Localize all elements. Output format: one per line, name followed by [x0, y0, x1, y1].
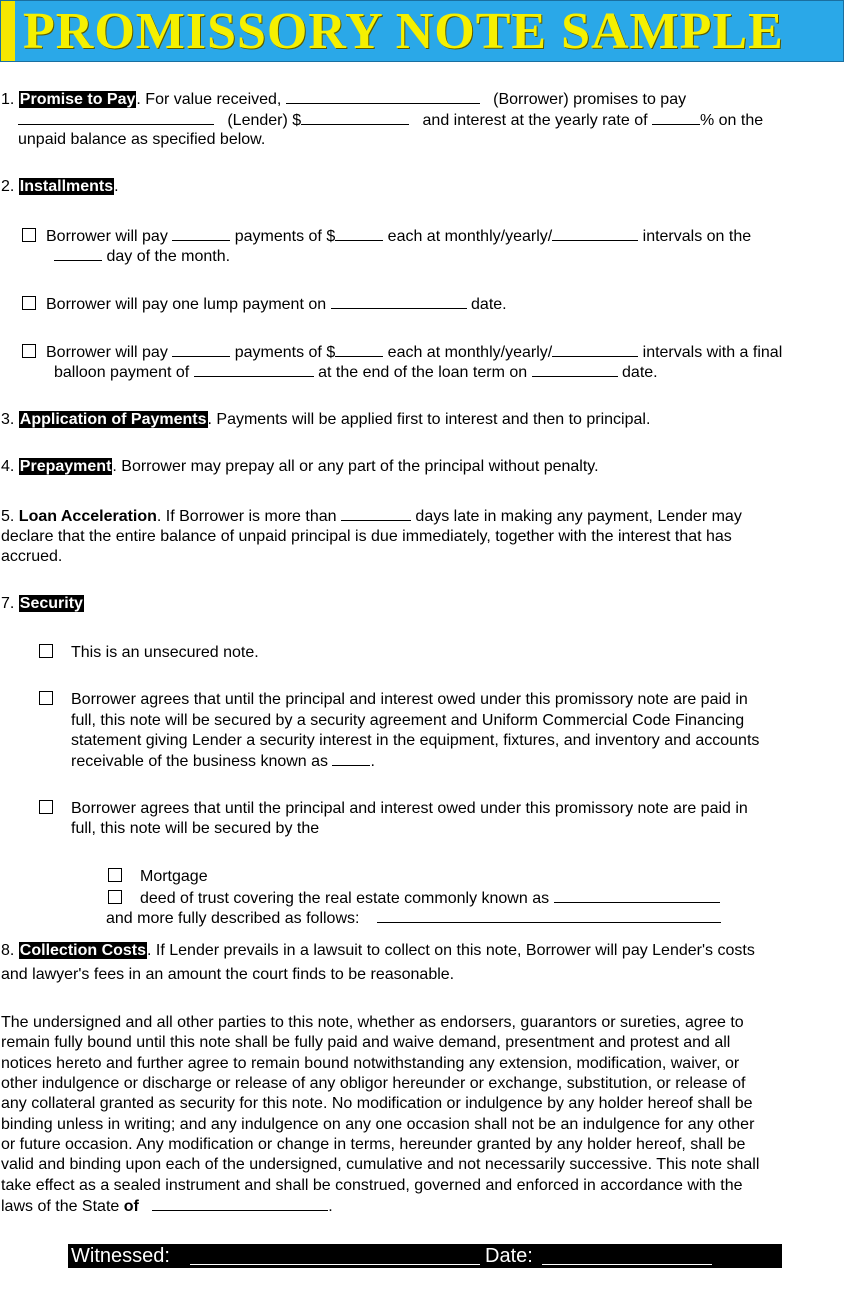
section-1-line-3: unpaid balance as specified below.: [18, 131, 266, 148]
security-option-2-line-3: statement giving Lender a security interest in the equipment, fixtures, and inventory and accounts: [71, 732, 760, 749]
property-description-line: and more fully described as follows:: [106, 908, 721, 929]
date-label: Date:: [485, 1245, 533, 1267]
balloon-payment-count-field[interactable]: [172, 342, 230, 357]
closing-line-3: notices hereto and further agree to remain bound notwithstanding any extension, modification, waiver, or: [1, 1055, 740, 1072]
state-field[interactable]: [152, 1196, 328, 1211]
payment-count-field[interactable]: [172, 226, 230, 241]
section-5-line-1: 5. Loan Acceleration. If Borrower is more than days late in making any payment, Lender may: [1, 508, 742, 525]
closing-line-8: valid and binding upon each of the undersigned, cumulative and not necessarily successive. This note shall: [1, 1156, 760, 1173]
lender-name-field[interactable]: [18, 110, 214, 125]
installment-option-2: Borrower will pay one lump payment on date.: [22, 294, 507, 315]
closing-line-5: any collateral granted as security for this note. No modification or indulgence by any holder hereof shall be: [1, 1095, 753, 1112]
unsecured-checkbox[interactable]: [39, 644, 53, 658]
days-late-field[interactable]: [341, 506, 411, 521]
security-option-2: Borrower agrees that until the principal and interest owed under this promissory note are paid in: [39, 690, 748, 710]
deed-of-trust-checkbox[interactable]: [108, 890, 122, 904]
business-name-field[interactable]: [332, 751, 370, 766]
closing-line-7: or future occasion. Any modification or change in terms, hereunder granted by any holder hereof, shall be: [1, 1136, 746, 1153]
payment-amount-field[interactable]: [335, 226, 383, 241]
section-5-heading: Loan Acceleration: [18, 508, 157, 525]
installment-option-1-checkbox[interactable]: [22, 228, 36, 242]
page-title: PROMISSORY NOTE SAMPLE: [23, 3, 784, 60]
closing-line-2: remain fully bound until this note shall be fully paid and waive demand, presentment and protest and all: [1, 1034, 731, 1051]
installment-option-1: Borrower will pay payments of $ each at monthly/yearly/ intervals on the: [22, 226, 751, 247]
section-8-heading: Collection Costs: [19, 942, 147, 959]
closing-line-10: laws of the State of .: [1, 1198, 333, 1215]
title-banner: [0, 0, 844, 62]
balloon-payment-amount-field[interactable]: [335, 342, 383, 357]
closing-line-4: other indulgence or discharge or release of any obligor hereunder or exchange, substitution, or release of: [1, 1075, 746, 1092]
security-agreement-checkbox[interactable]: [39, 691, 53, 705]
security-option-1: This is an unsecured note.: [39, 643, 259, 663]
installment-option-1-line-2: day of the month.: [54, 246, 230, 267]
section-8-line-1: 8. Collection Costs. If Lender prevails in a lawsuit to collect on this note, Borrower will pay Lender's costs: [1, 942, 755, 959]
borrower-name-field[interactable]: [286, 89, 480, 104]
section-3: 3. Application of Payments. Payments will be applied first to interest and then to principal.: [1, 411, 651, 428]
installment-option-3-checkbox[interactable]: [22, 344, 36, 358]
section-1-line-2: (Lender) $ and interest at the yearly rate of % on the: [18, 110, 763, 131]
section-7-heading: Security: [19, 595, 83, 612]
balloon-interval-field[interactable]: [552, 342, 638, 357]
loan-term-end-date-field[interactable]: [532, 362, 618, 377]
security-option-2-line-4: receivable of the business known as .: [71, 753, 375, 770]
balloon-amount-field[interactable]: [194, 362, 314, 377]
witness-signature-field[interactable]: [190, 1264, 480, 1265]
section-3-heading: Application of Payments: [19, 411, 207, 428]
section-5-line-3: accrued.: [1, 548, 63, 565]
day-of-month-field[interactable]: [54, 246, 102, 261]
deed-of-trust-option: deed of trust covering the real estate commonly known as: [108, 888, 720, 909]
interval-field[interactable]: [552, 226, 638, 241]
section-2-heading-line: 2. Installments.: [1, 178, 119, 195]
section-7-heading-line: 7. Security: [1, 595, 83, 612]
section-1-heading: Promise to Pay: [19, 91, 136, 108]
real-estate-security-checkbox[interactable]: [39, 800, 53, 814]
witnessed-label: Witnessed:: [71, 1245, 170, 1267]
signature-bar: [68, 1244, 782, 1268]
signature-date-field[interactable]: [542, 1264, 712, 1265]
security-option-2-line-2: full, this note will be secured by a security agreement and Uniform Commercial Code Financing: [71, 712, 745, 729]
closing-line-1: The undersigned and all other parties to this note, whether as endorsers, guarantors or sureties, agree to: [1, 1014, 744, 1031]
real-estate-address-field[interactable]: [554, 888, 720, 903]
closing-line-9: take effect as a sealed instrument and shall be construed, governed and enforced in accordance with the: [1, 1177, 743, 1194]
banner-accent-stripe: [1, 1, 15, 61]
mortgage-checkbox[interactable]: [108, 868, 122, 882]
security-option-3-line-2: full, this note will be secured by the: [71, 820, 320, 837]
security-option-3: Borrower agrees that until the principal and interest owed under this promissory note are paid in: [39, 799, 748, 819]
section-4: 4. Prepayment. Borrower may prepay all or any part of the principal without penalty.: [1, 458, 599, 475]
lump-payment-date-field[interactable]: [331, 294, 467, 309]
amount-field[interactable]: [301, 110, 409, 125]
interest-rate-field[interactable]: [652, 110, 700, 125]
property-description-field[interactable]: [377, 908, 721, 923]
installment-option-3: Borrower will pay payments of $ each at monthly/yearly/ intervals with a final: [22, 342, 782, 363]
section-4-heading: Prepayment: [19, 458, 112, 475]
section-8-line-2: and lawyer's fees in an amount the court finds to be reasonable.: [1, 966, 455, 983]
mortgage-option: Mortgage: [108, 867, 208, 887]
section-2-heading: Installments: [19, 178, 114, 195]
installment-option-3-line-2: balloon payment of at the end of the loan term on date.: [54, 364, 658, 381]
installment-option-2-checkbox[interactable]: [22, 296, 36, 310]
section-5-line-2: declare that the entire balance of unpaid principal is due immediately, together with the interest that has: [1, 528, 732, 545]
section-1-line-1: 1. Promise to Pay. For value received, (Borrower) promises to pay: [1, 91, 687, 108]
closing-line-6: binding unless in writing; and any indulgence on any one occasion shall not be an indulgence for any other: [1, 1116, 755, 1133]
